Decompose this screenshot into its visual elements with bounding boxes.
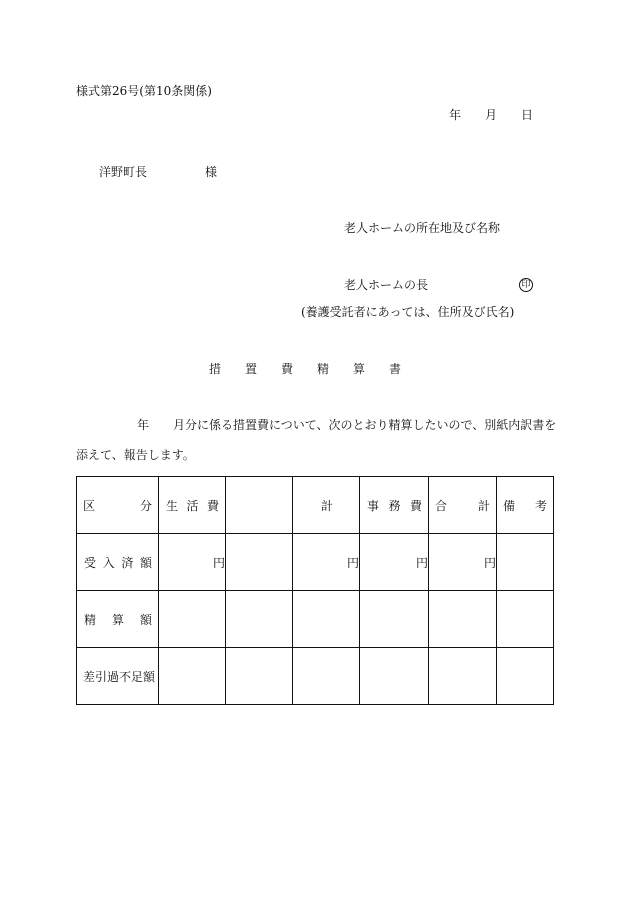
date-line: 年 月 日 bbox=[449, 108, 534, 122]
body-line-2: 添えて、報告します。 bbox=[76, 448, 195, 462]
unit-cell: 円 bbox=[360, 534, 429, 591]
header-row bbox=[77, 477, 554, 534]
body-line-1: 年 月分に係る措置費について、次のとおり精算したいので、別紙内訳書を bbox=[137, 418, 557, 432]
note: (養護受託者にあっては、住所及び氏名) bbox=[301, 305, 515, 319]
unit-cell bbox=[429, 648, 497, 705]
header-blank bbox=[226, 477, 293, 534]
unit-cell: 円 bbox=[429, 534, 497, 591]
honorific: 様 bbox=[205, 165, 218, 179]
unit-cell bbox=[226, 648, 293, 705]
row-label: 受 入 済 額 bbox=[77, 534, 159, 591]
settlement-table bbox=[76, 476, 554, 705]
unit-cell bbox=[497, 591, 554, 648]
document-title: 措 置 費 精 算 書 bbox=[209, 362, 402, 376]
unit-cell: 円 bbox=[159, 534, 226, 591]
header-living-cost: 生 活 費 bbox=[159, 477, 226, 534]
unit-cell bbox=[360, 591, 429, 648]
home-location-label: 老人ホームの所在地及び名称 bbox=[344, 221, 501, 235]
seal-mark: 印 bbox=[519, 278, 533, 292]
row-settlement bbox=[77, 591, 554, 648]
form-number: 様式第26号(第10条関係) bbox=[76, 84, 212, 98]
unit-cell: 円 bbox=[293, 534, 360, 591]
row-difference bbox=[77, 648, 554, 705]
header-subtotal: 計 bbox=[293, 477, 360, 534]
row-received bbox=[77, 534, 554, 591]
unit-cell bbox=[226, 591, 293, 648]
addressee: 洋野町長 bbox=[99, 165, 148, 179]
unit-cell bbox=[159, 591, 226, 648]
header-total: 合 計 bbox=[429, 477, 497, 534]
unit-cell bbox=[497, 534, 554, 591]
row-label: 精 算 額 bbox=[77, 591, 159, 648]
unit-cell bbox=[497, 648, 554, 705]
header-category: 区 分 bbox=[77, 477, 159, 534]
row-label: 差引過不足額 bbox=[77, 648, 159, 705]
unit-cell bbox=[429, 591, 497, 648]
unit-cell bbox=[293, 591, 360, 648]
home-head-label: 老人ホームの長 bbox=[344, 278, 429, 292]
unit-cell bbox=[360, 648, 429, 705]
header-office-cost: 事 務 費 bbox=[360, 477, 429, 534]
unit-cell bbox=[159, 648, 226, 705]
unit-cell bbox=[293, 648, 360, 705]
unit-cell bbox=[226, 534, 293, 591]
header-remarks: 備 考 bbox=[497, 477, 554, 534]
